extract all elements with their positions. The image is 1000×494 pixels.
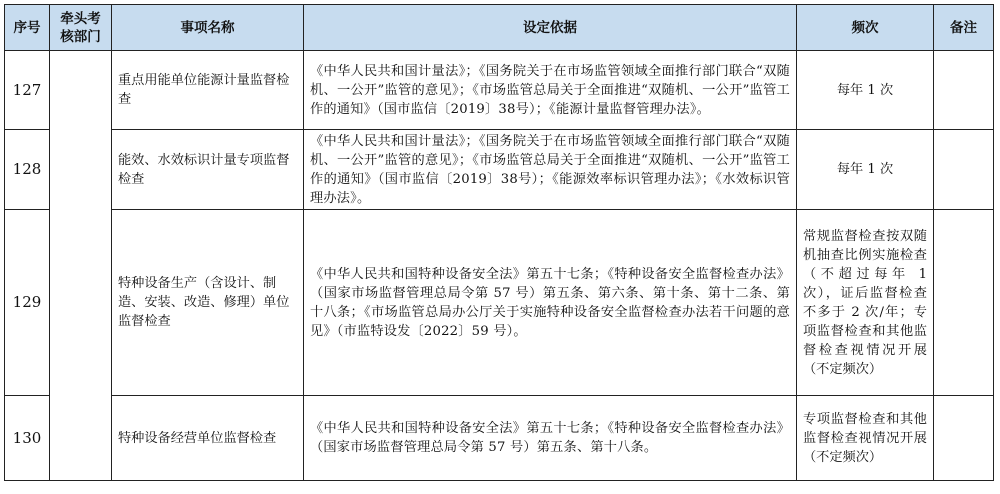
row-frequency: 每年 1 次 <box>797 51 934 130</box>
row-seq: 128 <box>5 130 50 210</box>
row-basis: 《中华人民共和国特种设备安全法》第五十七条；《特种设备安全监督检查办法》（国家市场监督管理总局令第 57 号）第五条、第十八条。 <box>304 396 797 481</box>
table-row <box>5 130 994 210</box>
header-note: 备注 <box>934 5 994 51</box>
row-seq: 129 <box>5 210 50 396</box>
row-item-name: 特种设备生产（含设计、制造、安装、改造、修理）单位监督检查 <box>112 210 304 396</box>
row-frequency: 常规监督检查按双随机抽查比例实施检查（不超过每年 1 次），证后监督检查不多于 2 次/年；专项监督检查和其他监督检查视情况开展（不定频次） <box>797 210 934 396</box>
row-seq: 130 <box>5 396 50 481</box>
row-frequency: 专项监督检查和其他监督检查视情况开展（不定频次） <box>797 396 934 481</box>
row-note <box>934 130 994 210</box>
row-basis: 《中华人民共和国特种设备安全法》第五十七条；《特种设备安全监督检查办法》（国家市场监督管理总局令第 57 号）第五条、第六条、第十条、第十二条、第十八条；《市场监管总局办公厅关于实施特种设备安全监督检查办法若干问题的意见》（市监特设发〔2022〕59 号）。 <box>304 210 797 396</box>
header-item: 事项名称 <box>112 5 304 51</box>
row-item-name: 特种设备经营单位监督检查 <box>112 396 304 481</box>
header-dept: 牵头考核部门 <box>50 5 112 51</box>
row-seq: 127 <box>5 51 50 130</box>
row-note <box>934 396 994 481</box>
row-basis: 《中华人民共和国计量法》；《国务院关于在市场监管领域全面推行部门联合“双随机、一公开”监管的意见》；《市场监管总局关于全面推进“双随机、一公开”监管工作的通知》（国市监信〔2019〕38号）；《能源效率标识管理办法》；《水效标识管理办法》。 <box>304 130 797 210</box>
row-note <box>934 51 994 130</box>
row-item-name: 重点用能单位能源计量监督检查 <box>112 51 304 130</box>
header-seq: 序号 <box>5 5 50 51</box>
table-row <box>5 396 994 481</box>
inspection-items-table <box>4 4 994 481</box>
header-row <box>5 5 994 51</box>
row-note <box>934 210 994 396</box>
row-basis: 《中华人民共和国计量法》；《国务院关于在市场监管领域全面推行部门联合“双随机、一公开”监管的意见》；《市场监管总局关于全面推进“双随机、一公开”监管工作的通知》（国市监信〔2019〕38号）；《能源计量监督管理办法》。 <box>304 51 797 130</box>
row-frequency: 每年 1 次 <box>797 130 934 210</box>
header-freq: 频次 <box>797 5 934 51</box>
table-row <box>5 210 994 396</box>
row-item-name: 能效、水效标识计量专项监督检查 <box>112 130 304 210</box>
table-row <box>5 51 994 130</box>
header-basis: 设定依据 <box>304 5 797 51</box>
row-dept <box>50 51 112 481</box>
